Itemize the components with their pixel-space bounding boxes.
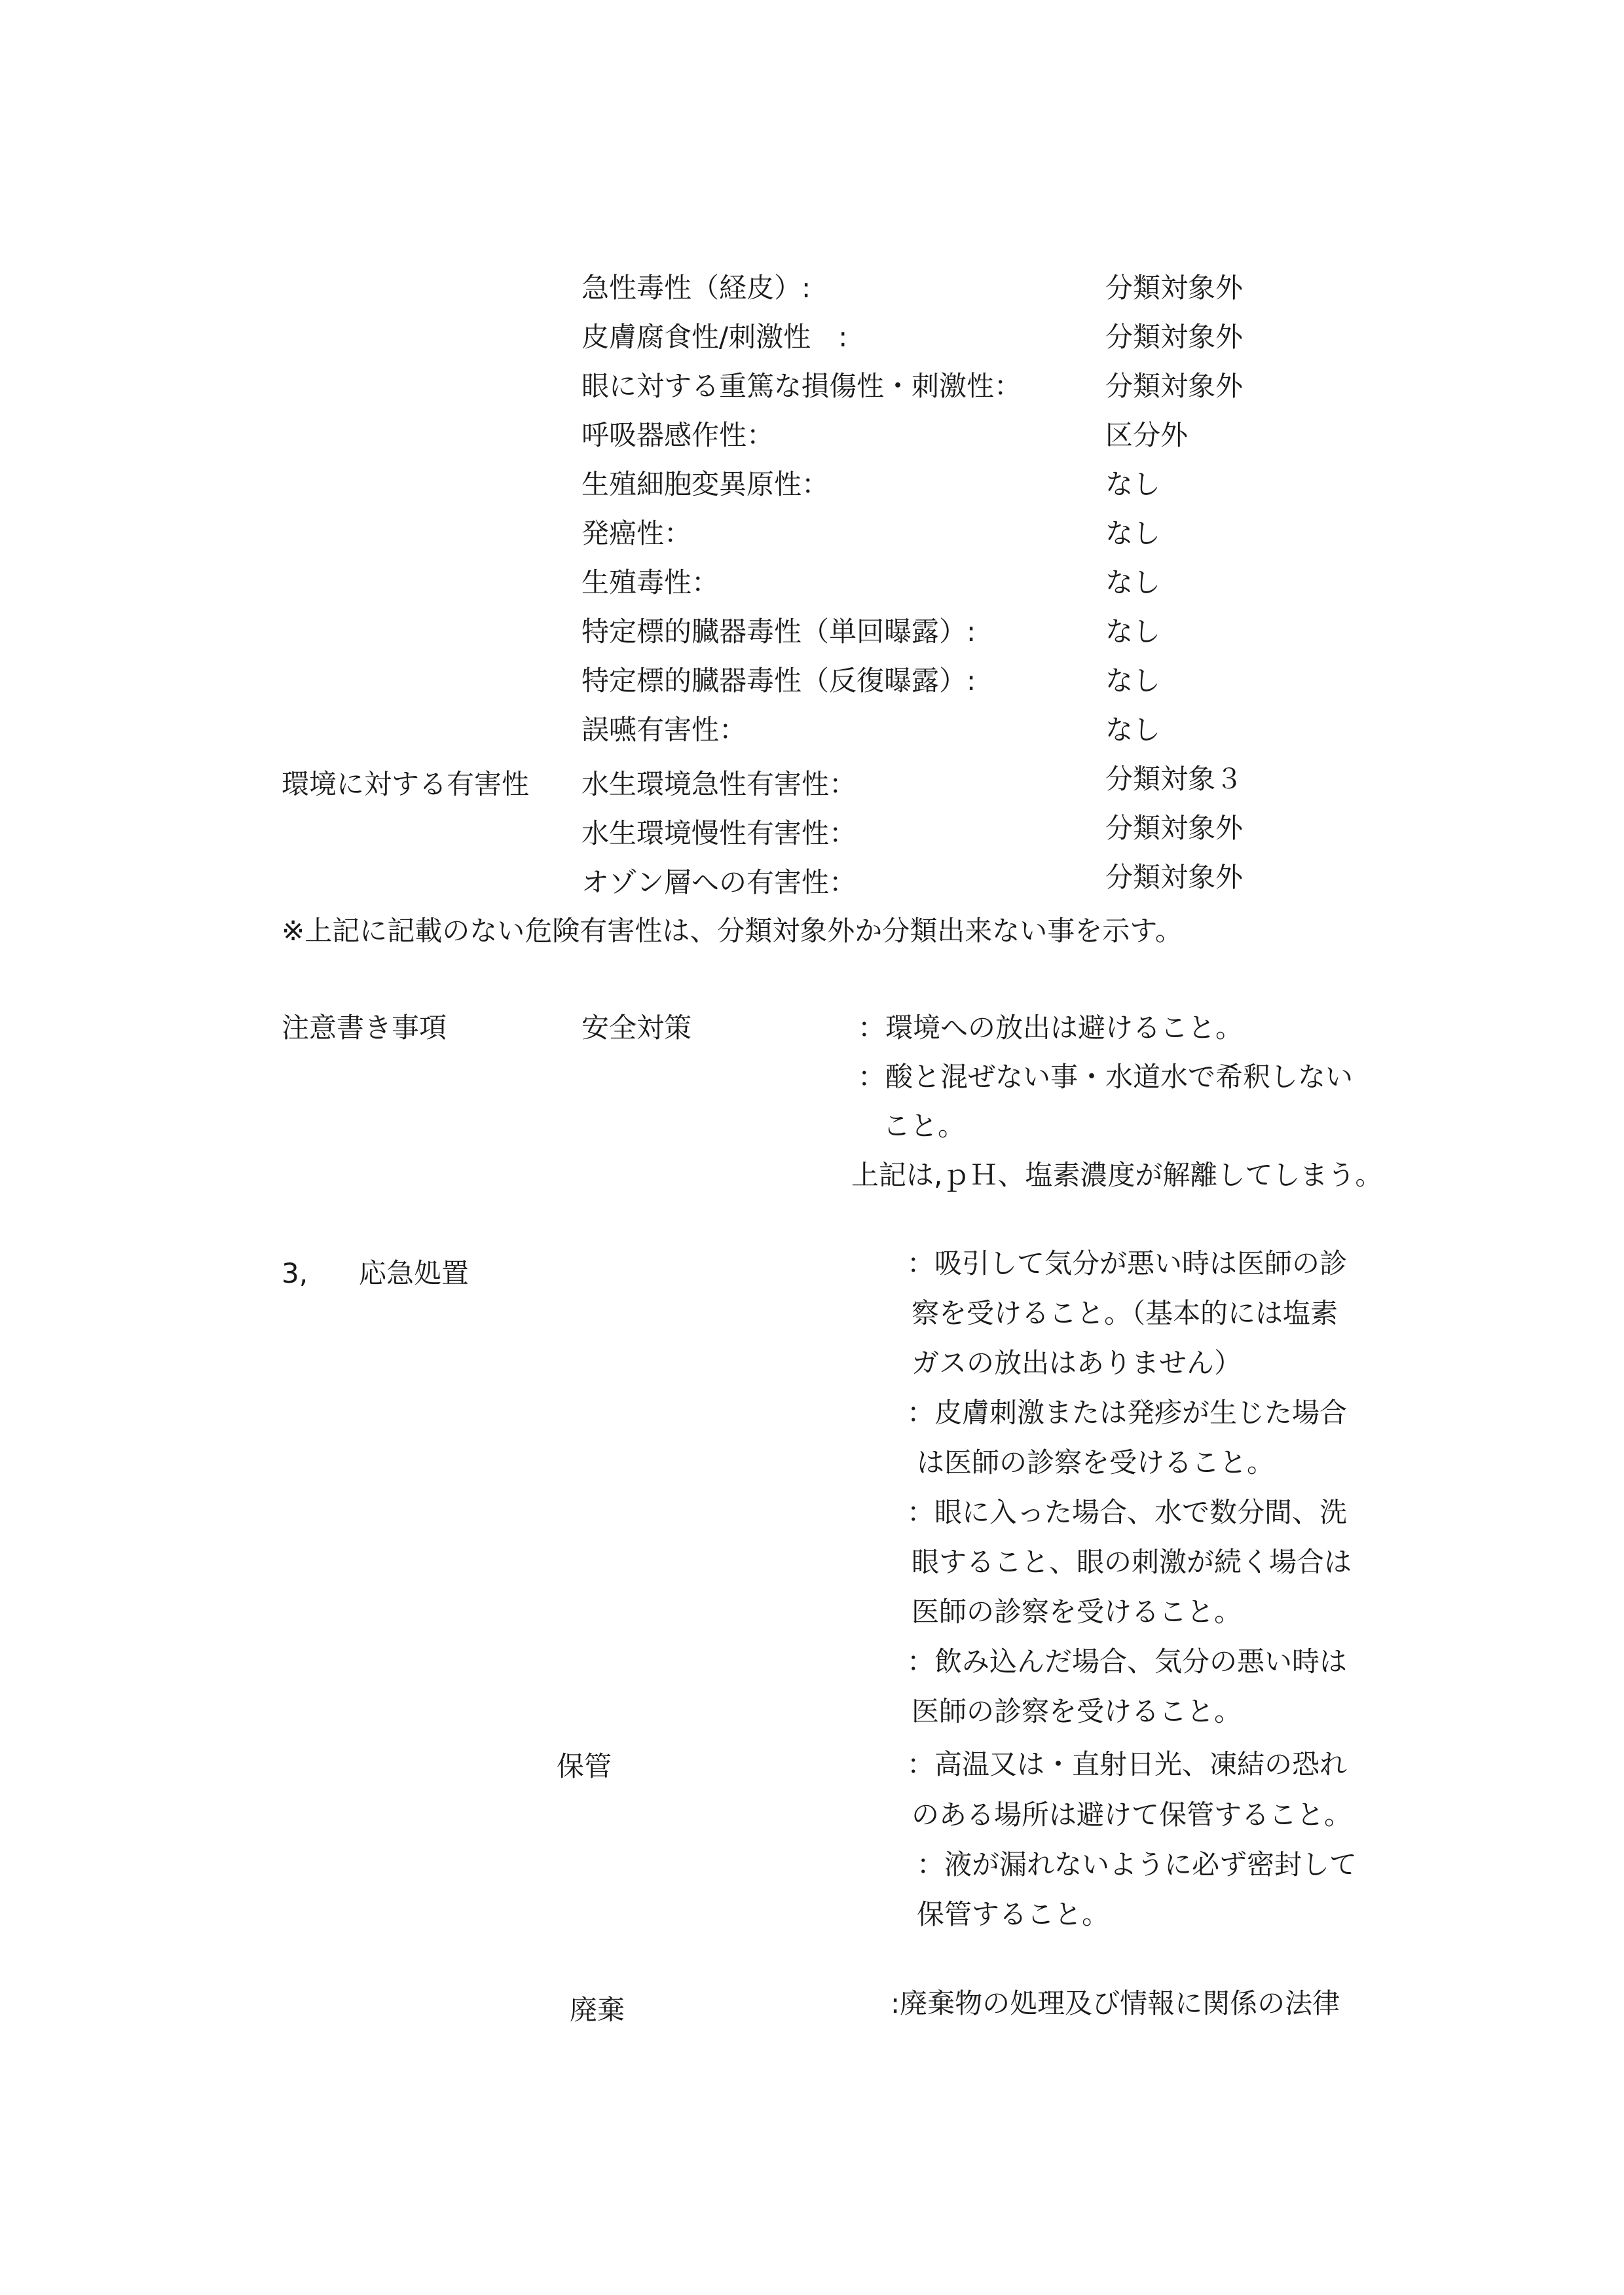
hazard-label: 呼吸器感作性： [581,419,775,451]
first-aid-line: ：飲み込んだ場合、気分の悪い時は [907,1645,1348,1678]
caution-line: ：酸と混ぜない事・水道水で希釈しない [858,1061,1354,1093]
storage-line: のある場所は避けて保管すること。 [912,1799,1352,1831]
first-aid-line: 医師の診察を受けること。 [912,1596,1242,1628]
first-aid-line: は医師の診察を受けること。 [917,1446,1275,1478]
hazard-label: 特定標的臓器毒性（反復曝露）: [581,665,976,697]
first-aid-line: 察を受けること。（基本的には塩素 [912,1297,1338,1329]
hazard-value: なし [1105,665,1161,697]
disposal-heading: 廃棄 [570,1994,625,2026]
caution-line: ：環境への放出は避けること。 [858,1012,1244,1044]
storage-line: 保管すること。 [917,1898,1110,1930]
first-aid-line: ：皮膚刺激または発疹が生じた場合 [907,1397,1348,1429]
first-aid-line: 眼すること、眼の刺激が続く場合は [912,1546,1352,1578]
disposal-line: :廃棄物の処理及び情報に関係の法律 [891,1987,1340,2019]
hazard-value: なし [1105,714,1161,746]
storage-line: ：高温又は・直射日光、凍結の恐れ [907,1748,1348,1780]
storage-heading: 保管 [557,1750,612,1782]
hazard-label: 生殖毒性： [581,566,720,598]
hazard-value: 分類対象外 [1105,861,1244,893]
hazard-value: 分類対象外 [1105,321,1244,353]
caution-line: 上記は,ｐＨ、塩素濃度が解離してしまう。 [851,1159,1383,1191]
first-aid-line: ：吸引して気分が悪い時は医師の診 [907,1247,1348,1279]
hazard-label: 発癌性： [581,517,692,549]
caution-line: こと。 [883,1110,966,1142]
hazard-label: 特定標的臓器毒性（単回曝露）: [581,615,976,648]
caution-heading: 注意書き事項 [282,1012,447,1044]
hazard-label: 生殖細胞変異原性： [581,468,830,500]
hazard-label: オゾン層への有害性： [581,866,857,898]
storage-line: ：液が漏れないように必ず密封して [917,1848,1357,1881]
safety-measures-heading: 安全対策 [581,1012,692,1044]
hazard-value: なし [1105,566,1161,598]
hazard-label: 急性毒性（経皮）: [581,272,811,304]
hazard-label: 水生環境慢性有害性： [581,817,857,849]
first-aid-heading: 応急処置 [359,1257,470,1289]
hazard-value: なし [1105,517,1161,549]
first-aid-line: 医師の診察を受けること。 [912,1695,1242,1727]
hazard-label: 眼に対する重篤な損傷性・刺激性： [581,370,1022,402]
hazard-value: なし [1105,615,1161,648]
hazard-value: 分類対象外 [1105,812,1244,844]
hazard-label: 誤嚥有害性： [581,714,747,746]
first-aid-line: ：眼に入った場合、水で数分間、洗 [907,1496,1348,1528]
first-aid-line: ガスの放出はありません） [912,1347,1242,1379]
environment-heading: 環境に対する有害性 [282,768,530,800]
hazard-value: なし [1105,468,1161,500]
hazard-value: 分類対象３ [1105,763,1244,795]
hazard-value: 区分外 [1105,419,1189,451]
classification-note: ※上記に記載のない危険有害性は、分類対象外か分類出来ない事を示す。 [282,915,1183,947]
section-number: 3, [282,1257,308,1289]
hazard-value: 分類対象外 [1105,370,1244,402]
hazard-label: 水生環境急性有害性： [581,768,857,800]
hazard-label: 皮膚腐食性/刺激性 : [581,321,848,353]
hazard-value: 分類対象外 [1105,272,1244,304]
